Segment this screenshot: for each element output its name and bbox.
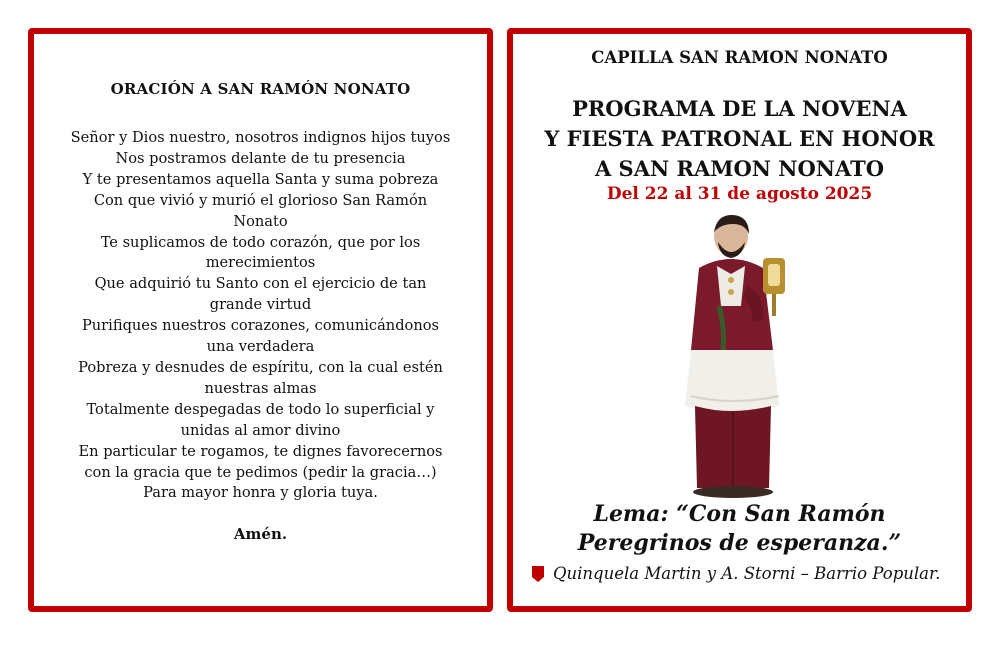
prayer-line: Para mayor honra y gloria tuya.: [143, 484, 378, 502]
prayer-line: Con que vivió y murió el glorioso San Ramón: [93, 191, 428, 209]
program-panel: [507, 28, 972, 612]
prayer-line: con la gracia que te pedimos (pedir la gracia…): [84, 463, 437, 481]
prayer-line: Nonato: [233, 212, 288, 230]
program-title-line: A SAN RAMON NONATO: [594, 156, 885, 181]
prayer-line: una verdadera: [206, 338, 315, 356]
prayer-line: Te suplicamos de todo corazón, que por los: [100, 233, 421, 251]
program-title-line: PROGRAMA DE LA NOVENA: [572, 96, 907, 121]
prayer-line: Señor y Dios nuestro, nosotros indignos hijos tuyos: [70, 129, 451, 146]
prayer-line: nuestras almas: [204, 379, 317, 397]
prayer-line: Nos postramos delante de tu presencia: [115, 149, 406, 167]
prayer-line: En particular te rogamos, te dignes favorecernos: [78, 442, 443, 460]
prayer-line: merecimientos: [205, 254, 316, 272]
prayer-line: Que adquirió tu Santo con el ejercicio de tan: [94, 275, 427, 293]
prayer-line: grande virtud: [209, 296, 312, 314]
chapel-name: CAPILLA SAN RAMON NONATO: [591, 48, 888, 67]
prayer-line: Totalmente despegadas de todo lo superficial y: [86, 400, 435, 418]
program-title: [513, 94, 966, 184]
prayer-line: Purifiques nuestros corazones, comunicándonos: [81, 317, 440, 335]
motto-line: Peregrinos de esperanza.”: [577, 530, 902, 556]
address-line: [531, 564, 956, 583]
prayer-line: Y te presentamos aquella Santa y suma pobreza: [82, 170, 439, 188]
event-dates: Del 22 al 31 de agosto 2025: [606, 184, 873, 204]
address-text: Quinquela Martin y A. Storni – Barrio Popular.: [553, 564, 941, 583]
prayer-title: ORACIÓN A SAN RAMÓN NONATO: [110, 80, 411, 98]
motto: [513, 500, 966, 558]
location-pin-icon: [531, 565, 545, 583]
prayer-text: [52, 128, 469, 504]
program-title-line: Y FIESTA PATRONAL EN HONOR: [544, 126, 935, 151]
prayer-line: Pobreza y desnudes de espíritu, con la cual estén: [78, 358, 443, 376]
prayer-line: unidas al amor divino: [180, 421, 341, 439]
amen-text: Amén.: [233, 525, 288, 543]
prayer-panel: [28, 28, 493, 612]
motto-line: Lema: “Con San Ramón: [593, 501, 886, 527]
saint-statue-image: [661, 210, 821, 500]
